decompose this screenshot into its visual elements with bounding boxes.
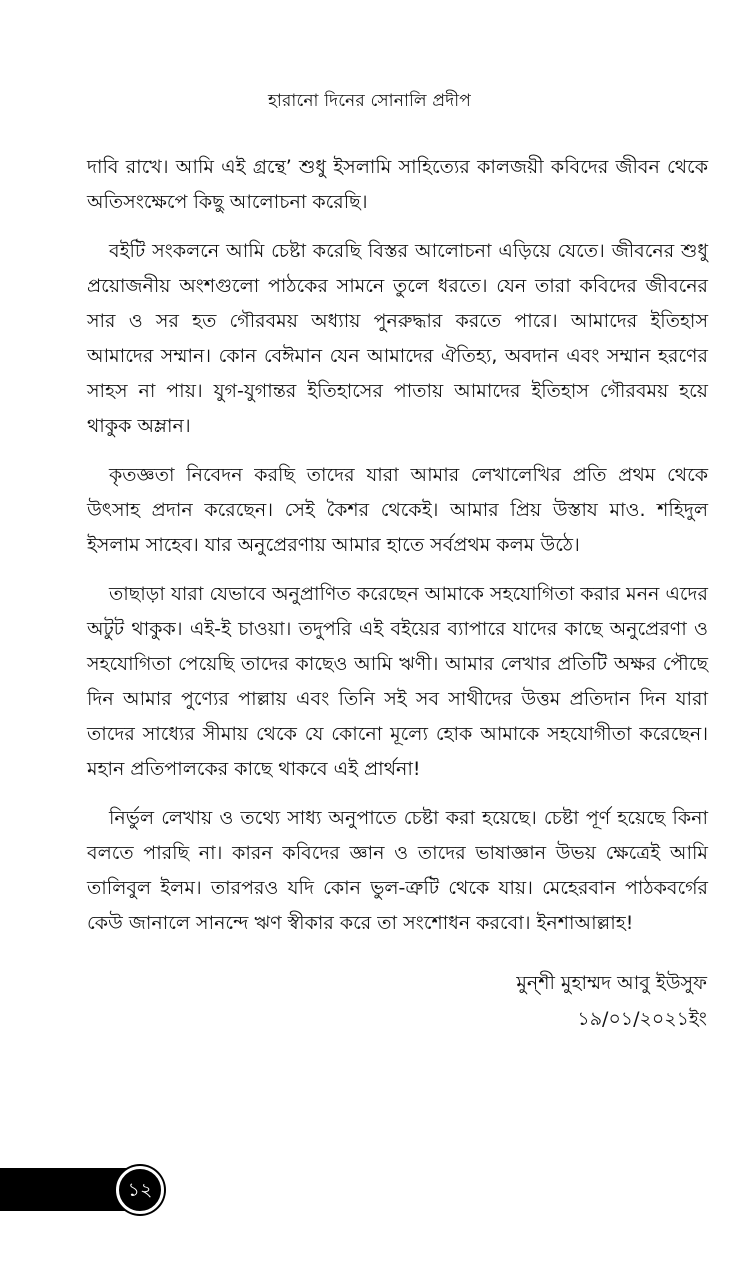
paragraph: তাছাড়া যারা যেভাবে অনুপ্রাণিত করেছেন আমাকে সহযোগিতা করার মনন এদের অটুট থাকুক। এই-ই চাওয়া। তদুপরি এই বইয়ের ব্যাপারে যাদের কাছে অনুপ্রেরণা ও সহযোগিতা পেয়েছি তাদের কাছেও আমি ঋণী। আমার লেখার প্রতিটি অক্ষর পৌছে দিন আমার পুণ্যের পাল্লায় এবং তিনি সই সব সাথীদের উত্তম প্রতিদান দিন যারা তাদের সাধ্যের সীমায় থেকে যে কোনো মূল্যে হোক আমাকে সহযোগীতা করেছেন। মহান প্রতিপালকের কাছে থাকবে এই প্রার্থনা! [87, 583, 708, 780]
paragraph: বইটি সংকলনে আমি চেষ্টা করেছি বিস্তর আলোচনা এড়িয়ে যেতে। জীবনের শুধু প্রয়োজনীয় অংশগুলো পাঠকের সামনে তুলে ধরতে। যেন তারা কবিদের জীবনের সার ও সর হত গৌরবময় অধ্যায় পুনরুদ্ধার করতে পারে। আমাদের ইতিহাস আমাদের সম্মান। কোন বেঈমান যেন আমাদের ঐতিহ্য, অবদান এবং সম্মান হরণের সাহস না পায়। যুগ-যুগান্তর ইতিহাসের পাতায় আমাদের ইতিহাস গৌরবময় হয়ে থাকুক অম্লান। [87, 240, 708, 437]
paragraph: দাবি রাখে। আমি এই গ্রন্থে’ শুধু ইসলামি সাহিত্যের কালজয়ী কবিদের জীবন থেকে অতিসংক্ষেপে কিছু আলোচনা করেছি। [87, 156, 708, 213]
signature-date: ১৯/০১/২০২১ইং [577, 1008, 707, 1030]
author-name: মুন্‌শী মুহাম্মদ আবু ইউসুফ [516, 972, 707, 994]
paragraph: কৃতজ্ঞতা নিবেদন করছি তাদের যারা আমার লেখালেখির প্রতি প্রথম থেকে উৎসাহ প্রদান করেছেন। সেই কৈশর থেকেই। আমার প্রিয় উস্তায মাও. শহিদুল ইসলাম সাহেব। যার অনুপ্রেরণায় আমার হাতে সর্বপ্রথম কলম উঠে। [87, 464, 708, 556]
running-header: হারানো দিনের সোনালি প্রদীপ [267, 91, 472, 111]
signature-block [516, 965, 707, 1037]
page-number: ১২ [116, 1166, 164, 1214]
body-text [87, 150, 708, 955]
paragraph: নির্ভুল লেখায় ও তথ্যে সাধ্য অনুপাতে চেষ্টা করা হয়েছে। চেষ্টা পূর্ণ হয়েছে কিনা বলতে পারছি না। কারন কবিদের জ্ঞান ও তাদের ভাষাজ্ঞান উভয় ক্ষেত্রেই আমি তালিবুল ইলম। তারপরও যদি কোন ভুল-ত্রুটি থেকে যায়। মেহেরবান পাঠকবর্গের কেউ জানালে সানন্দে ঋণ স্বীকার করে তা সংশোধন করবো। ইনশাআল্লাহ! [87, 807, 708, 934]
